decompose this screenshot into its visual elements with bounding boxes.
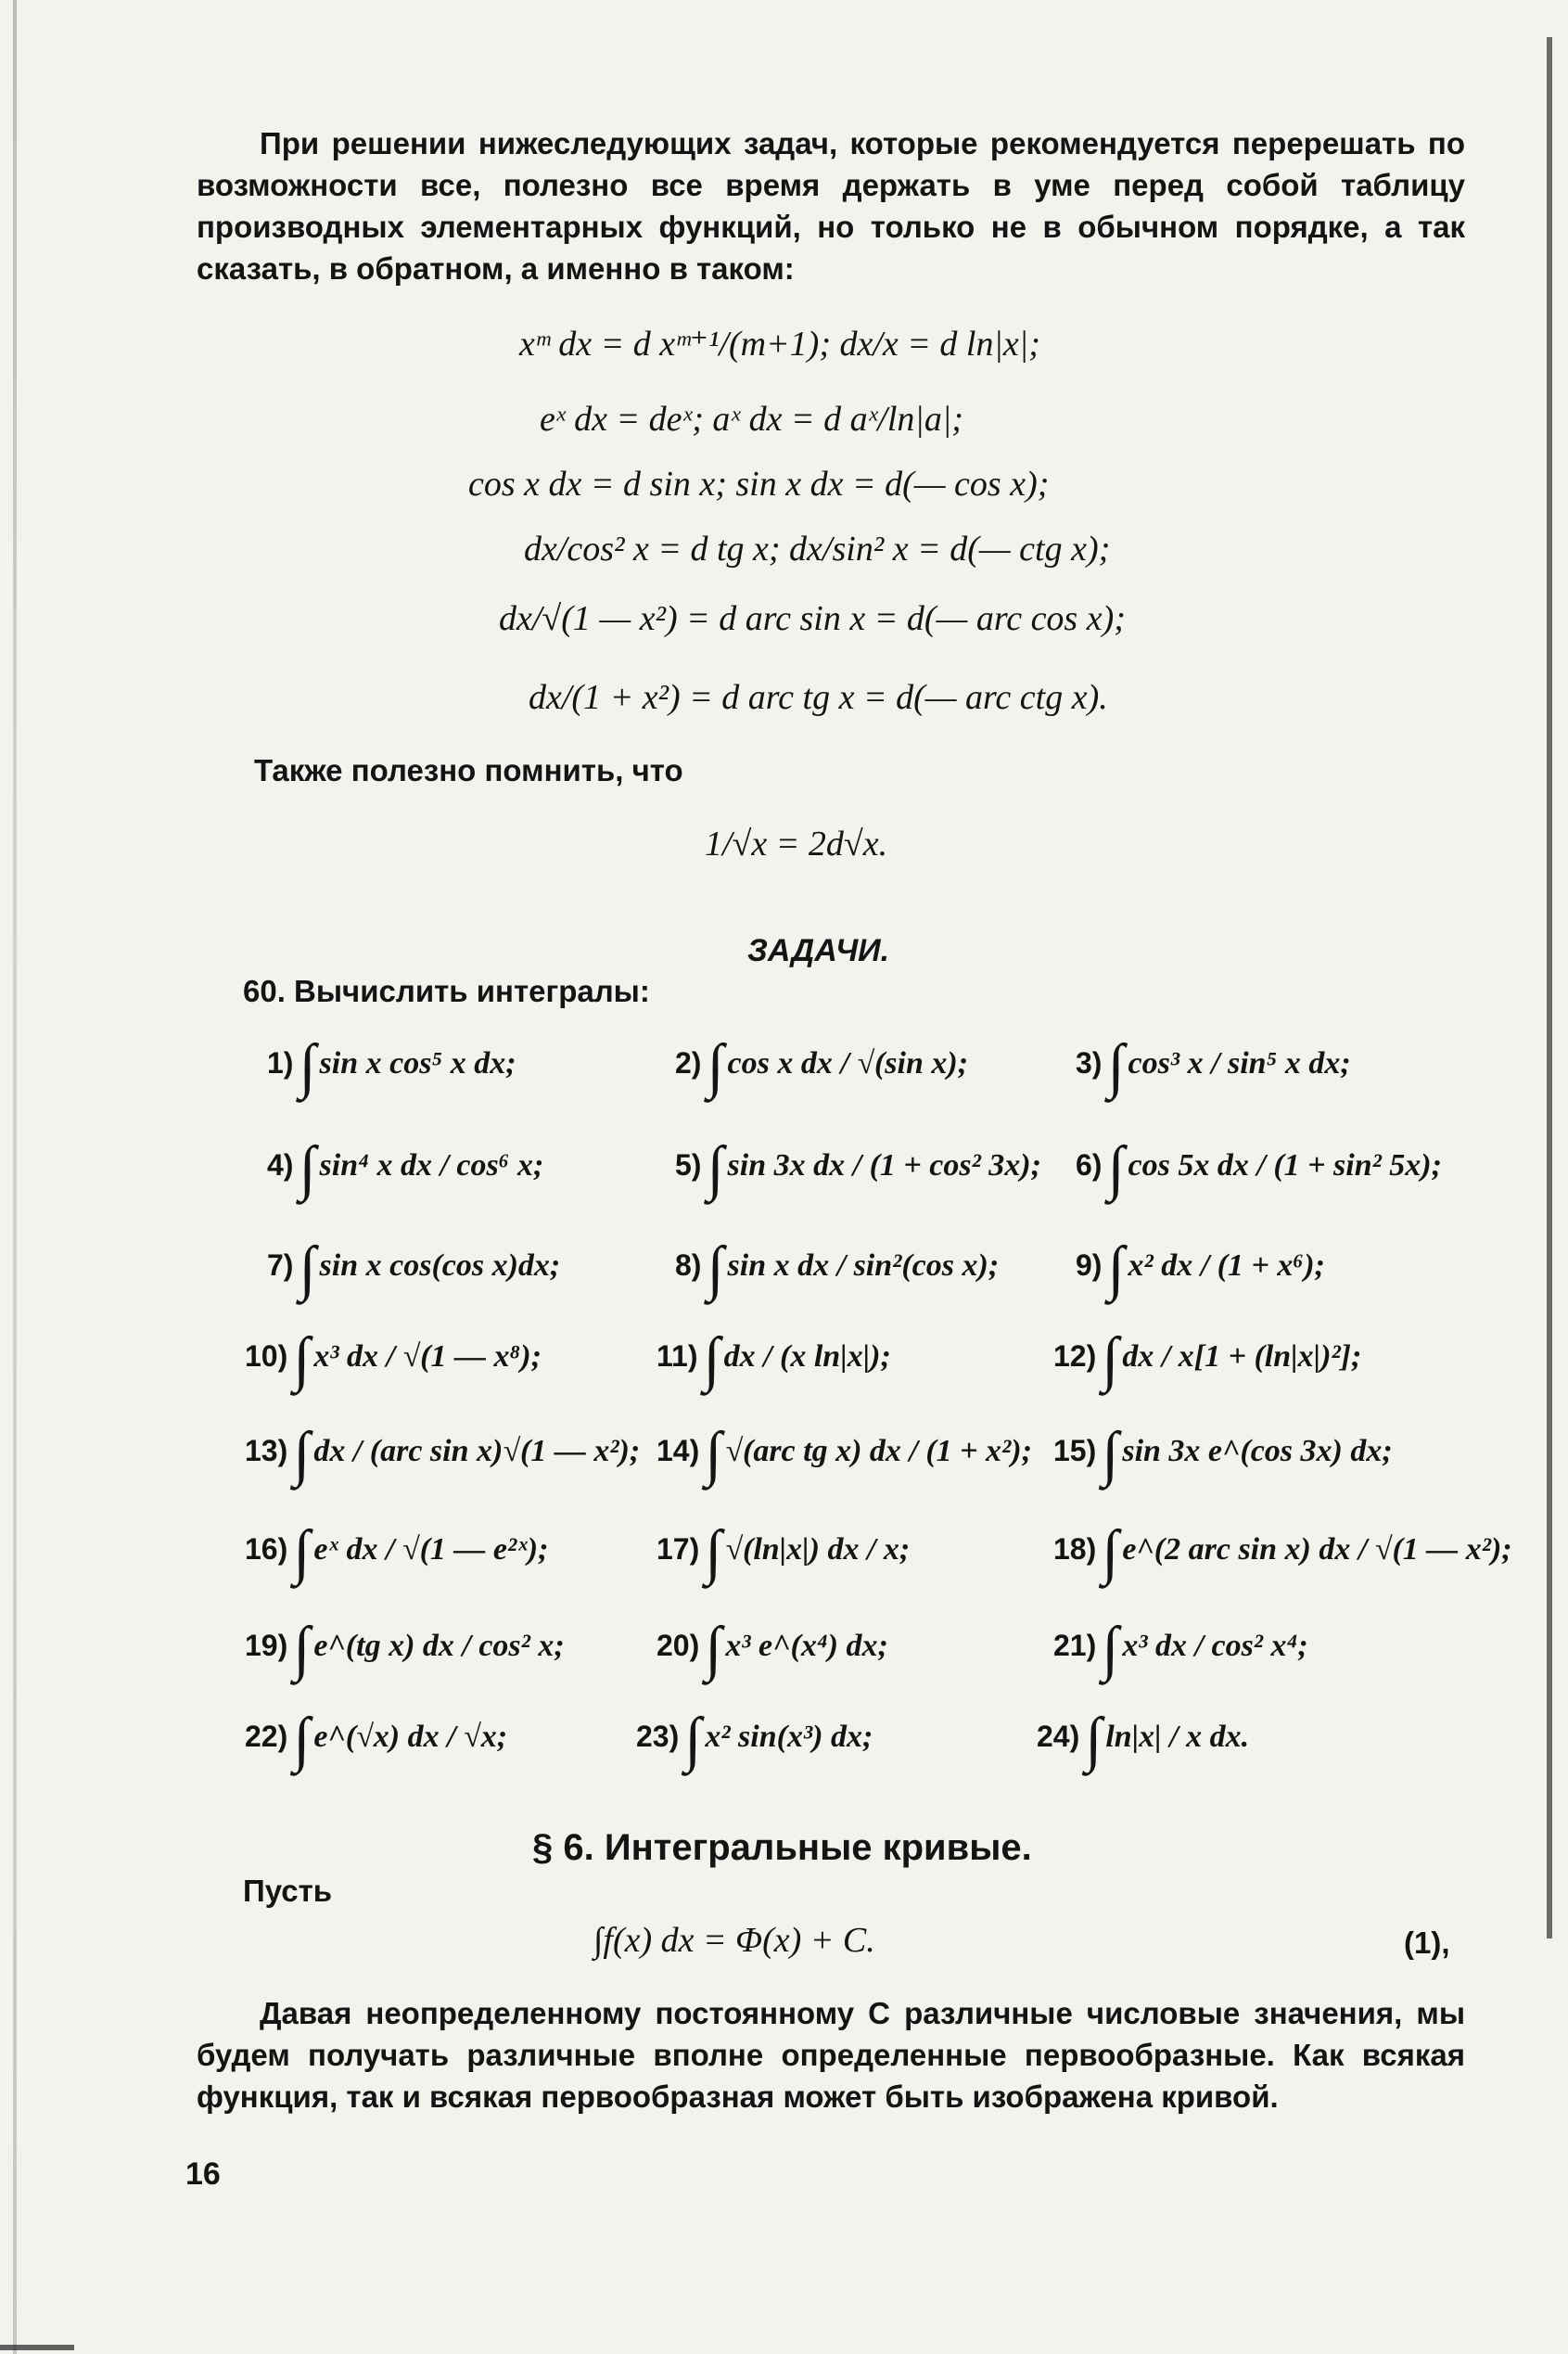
integral-expression: cos x dx / √(sin x); bbox=[727, 1046, 969, 1081]
scan-edge-right bbox=[1547, 37, 1552, 1938]
integral-expression: sin x dx / sin²(cos x); bbox=[727, 1248, 1000, 1283]
integral-number: 4) bbox=[267, 1148, 294, 1182]
integral-sign-icon: ∫ bbox=[1102, 1518, 1119, 1586]
integral-sign-icon: ∫ bbox=[707, 1235, 724, 1302]
integral-expression: x³ e^(x⁴) dx; bbox=[725, 1629, 888, 1663]
final-paragraph: Давая неопределенному постоянному C различные числовые значения, мы будем получать различные вполне определенные первообразные. Как всякая функция, так и всякая первообразная может быть изображена кривой. bbox=[197, 1996, 1465, 2114]
integral-number: 11) bbox=[657, 1339, 698, 1373]
integral-sign-icon: ∫ bbox=[293, 1325, 311, 1393]
integral-expression: dx / (x ln|x|); bbox=[723, 1339, 891, 1374]
integral-number: 20) bbox=[657, 1629, 700, 1662]
integral-sign-icon: ∫ bbox=[705, 1615, 722, 1682]
diff-formula-2: eˣ dx = deˣ; aˣ dx = d aˣ/ln|a|; bbox=[540, 400, 963, 439]
integral-13 bbox=[245, 1419, 640, 1490]
integral-number: 23) bbox=[636, 1720, 680, 1753]
integral-sign-icon: ∫ bbox=[293, 1615, 311, 1682]
integral-6 bbox=[1076, 1133, 1442, 1204]
integral-sign-icon: ∫ bbox=[1107, 1235, 1125, 1302]
integral-sign-icon: ∫ bbox=[293, 1706, 311, 1773]
integral-15 bbox=[1053, 1419, 1393, 1490]
integral-20 bbox=[657, 1614, 888, 1684]
integral-expression: sin 3x e^(cos 3x) dx; bbox=[1122, 1434, 1393, 1468]
integral-sign-icon: ∫ bbox=[707, 1134, 724, 1202]
integral-expression: sin⁴ x dx / cos⁶ x; bbox=[319, 1148, 544, 1183]
integral-number: 1) bbox=[267, 1046, 294, 1080]
diff-formula-3: cos x dx = d sin x; sin x dx = d(— cos x); bbox=[468, 465, 1050, 504]
integral-sign-icon: ∫ bbox=[1085, 1706, 1103, 1773]
integral-10 bbox=[245, 1324, 542, 1395]
integral-expression: x³ dx / cos² x⁴; bbox=[1122, 1629, 1308, 1663]
integral-4 bbox=[267, 1133, 543, 1204]
integral-24 bbox=[1037, 1705, 1249, 1775]
integral-number: 3) bbox=[1076, 1046, 1103, 1080]
problem-60-label: 60. bbox=[243, 974, 286, 1008]
integral-expression: sin 3x dx / (1 + cos² 3x); bbox=[727, 1148, 1041, 1183]
integral-number: 2) bbox=[675, 1046, 702, 1080]
integral-number: 21) bbox=[1053, 1629, 1097, 1662]
integral-14 bbox=[657, 1419, 1032, 1490]
integral-expression: e^(tg x) dx / cos² x; bbox=[313, 1629, 565, 1663]
diff-formula-5: dx/√(1 — x²) = d arc sin x = d(— arc cos x); bbox=[499, 599, 1126, 638]
diff-formula-1: xᵐ dx = d xᵐ⁺¹/(m+1); dx/x = d ln|x|; bbox=[519, 325, 1040, 364]
also-useful-text: Также полезно помнить, что bbox=[254, 753, 683, 787]
integral-sign-icon: ∫ bbox=[705, 1420, 722, 1488]
integral-expression: sin x cos(cos x)dx; bbox=[319, 1248, 561, 1283]
integral-number: 12) bbox=[1053, 1339, 1097, 1373]
integral-number: 24) bbox=[1037, 1720, 1080, 1753]
integral-9 bbox=[1076, 1234, 1325, 1304]
integral-expression: dx / (arc sin x)√(1 — x²); bbox=[313, 1434, 641, 1468]
integral-21 bbox=[1053, 1614, 1308, 1684]
integral-number: 5) bbox=[675, 1148, 702, 1182]
integral-number: 19) bbox=[245, 1629, 288, 1662]
diff-formula-6: dx/(1 + x²) = d arc tg x = d(— arc ctg x). bbox=[529, 678, 1108, 717]
integral-number: 16) bbox=[245, 1532, 288, 1566]
integral-8 bbox=[675, 1234, 999, 1304]
let-text: Пусть bbox=[243, 1874, 333, 1908]
scan-edge-left bbox=[13, 0, 17, 2354]
integral-sign-icon: ∫ bbox=[705, 1518, 722, 1586]
integral-expression: x³ dx / √(1 — x⁸); bbox=[313, 1339, 542, 1374]
integral-sign-icon: ∫ bbox=[703, 1325, 720, 1393]
integral-expression: e^(√x) dx / √x; bbox=[313, 1720, 508, 1754]
integral-number: 7) bbox=[267, 1248, 294, 1282]
integral-19 bbox=[245, 1614, 565, 1684]
integral-number: 9) bbox=[1076, 1248, 1103, 1282]
problem-60-text: Вычислить интегралы: bbox=[294, 974, 650, 1008]
page-number: 16 bbox=[185, 2156, 221, 2192]
sqrt-identity: 1/√x = 2d√x. bbox=[705, 825, 888, 864]
integral-number: 8) bbox=[675, 1248, 702, 1282]
integral-22 bbox=[245, 1705, 507, 1775]
intro-paragraph: При решении нижеследующих задач, которые рекомендуется перерешать по возможности все, полезно все время держать в уме перед собой таблицу производных элементарных функций, но только не в обычном порядке, а так сказать, в обратном, а именно в таком: bbox=[197, 126, 1465, 286]
integral-expression: ln|x| / x dx. bbox=[1105, 1720, 1250, 1754]
integral-12 bbox=[1053, 1324, 1361, 1395]
integral-number: 10) bbox=[245, 1339, 288, 1373]
integral-5 bbox=[675, 1133, 1041, 1204]
integral-2 bbox=[675, 1031, 968, 1102]
integral-sign-icon: ∫ bbox=[293, 1420, 311, 1488]
integral-23 bbox=[636, 1705, 873, 1775]
integral-expression: dx / x[1 + (ln|x|)²]; bbox=[1122, 1339, 1362, 1374]
integral-number: 17) bbox=[657, 1532, 700, 1566]
integral-expression: √(ln|x|) dx / x; bbox=[725, 1532, 911, 1567]
integral-sign-icon: ∫ bbox=[1102, 1325, 1119, 1393]
section-heading: § 6. Интегральные кривые. bbox=[532, 1827, 1032, 1868]
formula-number: (1), bbox=[1404, 1925, 1450, 1960]
integral-3 bbox=[1076, 1031, 1351, 1102]
integral-sign-icon: ∫ bbox=[299, 1235, 316, 1302]
integral-number: 15) bbox=[1053, 1434, 1097, 1467]
integral-number: 6) bbox=[1076, 1148, 1103, 1182]
integral-sign-icon: ∫ bbox=[1102, 1615, 1119, 1682]
main-formula: ∫f(x) dx = Φ(x) + C. bbox=[593, 1921, 875, 1960]
diff-formula-4: dx/cos² x = d tg x; dx/sin² x = d(— ctg x); bbox=[524, 530, 1111, 569]
integral-number: 14) bbox=[657, 1434, 700, 1467]
scan-edge-bottom bbox=[0, 2345, 74, 2350]
integral-sign-icon: ∫ bbox=[299, 1134, 316, 1202]
integral-17 bbox=[657, 1517, 910, 1588]
integral-sign-icon: ∫ bbox=[1107, 1134, 1125, 1202]
integral-expression: cos 5x dx / (1 + sin² 5x); bbox=[1128, 1148, 1442, 1183]
integral-number: 18) bbox=[1053, 1532, 1097, 1566]
integral-sign-icon: ∫ bbox=[684, 1706, 702, 1773]
integral-expression: e^(2 arc sin x) dx / √(1 — x²); bbox=[1122, 1532, 1512, 1567]
integral-expression: x² sin(x³) dx; bbox=[705, 1720, 873, 1754]
integral-sign-icon: ∫ bbox=[293, 1518, 311, 1586]
integral-expression: x² dx / (1 + x⁶); bbox=[1128, 1248, 1325, 1283]
integral-16 bbox=[245, 1517, 548, 1588]
integral-1 bbox=[267, 1031, 516, 1102]
integral-number: 22) bbox=[245, 1720, 288, 1753]
integral-11 bbox=[657, 1324, 891, 1395]
problem-60-header bbox=[243, 974, 650, 1009]
problems-heading: ЗАДАЧИ. bbox=[747, 933, 890, 968]
integral-expression: sin x cos⁵ x dx; bbox=[319, 1046, 516, 1081]
integral-expression: eˣ dx / √(1 — e²ˣ); bbox=[313, 1532, 549, 1567]
integral-18 bbox=[1053, 1517, 1512, 1588]
integral-sign-icon: ∫ bbox=[707, 1032, 724, 1100]
integral-sign-icon: ∫ bbox=[299, 1032, 316, 1100]
integral-expression: √(arc tg x) dx / (1 + x²); bbox=[725, 1434, 1032, 1468]
integral-sign-icon: ∫ bbox=[1107, 1032, 1125, 1100]
integral-sign-icon: ∫ bbox=[1102, 1420, 1119, 1488]
integral-7 bbox=[267, 1234, 560, 1304]
integral-expression: cos³ x / sin⁵ x dx; bbox=[1128, 1046, 1351, 1081]
integral-number: 13) bbox=[245, 1434, 288, 1467]
